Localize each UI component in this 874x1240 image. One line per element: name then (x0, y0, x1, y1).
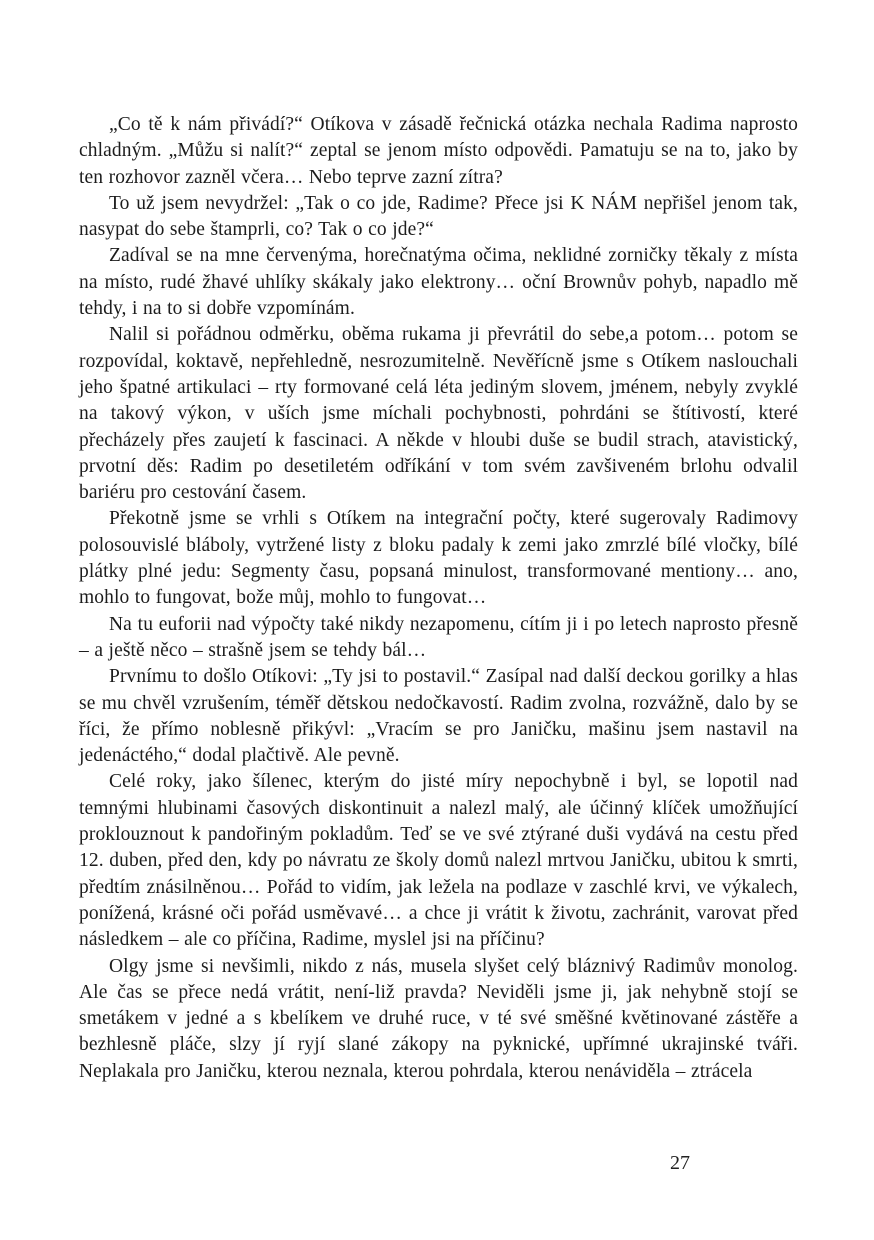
paragraph: Celé roky, jako šílenec, kterým do jisté míry nepochybně i byl, se lopotil nad temnými hlubinami časových diskontinuit a nalezl malý, ale účinný klíček umožňující proklouznout k pandořiným pokladům. Teď se ve své ztýrané duši vydává na cestu před 12. duben, před den, kdy po návratu ze školy domů nalezl mrtvou Janičku, ubitou k smrti, předtím znásilněnou… Pořád to vidím, jak ležela na podlaze v zaschlé krvi, ve výkalech, ponížená, krásné oči pořád usměvavé… a chce ji vrátit k životu, zachránit, varovat před následkem – ale co příčina, Radime, myslel jsi na příčinu? (79, 771, 798, 951)
paragraph: To už jsem nevydržel: „Tak o co jde, Radime? Přece jsi K NÁM nepřišel jenom tak, nasypat do sebe štamprli, co? Tak o co jde?“ (79, 192, 798, 241)
paragraph: „Co tě k nám přivádí?“ Otíkova v zásadě řečnická otázka nechala Radima naprosto chladným. „Můžu si nalít?“ zeptal se jenom místo odpovědi. Pamatuju se na to, jako by ten rozhovor zazněl včera… Nebo teprve zazní zítra? (79, 114, 798, 188)
paragraph: Nalil si pořádnou odměrku, oběma rukama ji převrátil do sebe,a potom… potom se rozpovídal, koktavě, nepřehledně, nesrozumitelně. Nevěřícně jsme s Otíkem naslouchali jeho špatné artikulaci – rty formované celá léta jediným slovem, jménem, nebyly zvyklé na takový výkon, v uších jsme míchali pochybnosti, pohrdáni se štítivostí, které přecházely přes zaujetí k fascinaci. A někde v hloubi duše se budil strach, atavistický, prvotní děs: Radim po desetiletém odříkání v tom svém zavšiveném brlohu odvalil bariéru pro cestování časem. (79, 324, 798, 504)
paragraph: Překotně jsme se vrhli s Otíkem na integrační počty, které sugerovaly Radimovy polosouvislé bláboly, vytržené listy z bloku padaly k zemi jako zmrzlé bílé vločky, bílé plátky plné jedu: Segmenty času, popsaná minulost, transformované mentiony… ano, mohlo to fungovat, bože můj, mohlo to fungovat… (79, 508, 798, 609)
paragraph: Prvnímu to došlo Otíkovi: „Ty jsi to postavil.“ Zasípal nad další deckou gorilky a hlas se mu chvěl vzrušením, téměř dětskou nedočkavostí. Radim zvolna, rozvážně, dalo by se říci, že přímo noblesně přikývl: „Vracím se pro Janičku, mašinu jsem nastavil na jedenáctého,“ dodal plačtivě. Ale pevně. (79, 666, 798, 767)
text-block (79, 112, 798, 1085)
paragraph: Olgy jsme si nevšimli, nikdo z nás, musela slyšet celý bláznivý Radimův monolog. Ale čas se přece nedá vrátit, není-liž pravda? Neviděli jsme ji, jak nehybně stojí se smetákem v jedné a s kbelíkem ve druhé ruce, v té své směšné květinované zástěře a bezhlesně pláče, slzy jí ryjí slané zákopy na pyknické, upřímné ukrajinské tváři. Neplakala pro Janičku, kterou neznala, kterou pohrdala, kterou nenáviděla – ztrácela (79, 955, 798, 1082)
paragraph: Na tu euforii nad výpočty také nikdy nezapomenu, cítím ji i po letech naprosto přesně – a ještě něco – strašně jsem se tehdy bál… (79, 613, 798, 661)
paragraph: Zadíval se na mne červenýma, horečnatýma očima, neklidné zorničky těkaly z místa na místo, rudé žhavé uhlíky skákaly jako elektrony… oční Brownův pohyb, napadlo mě tehdy, i na to si dobře vzpomínám. (79, 245, 798, 320)
page-number: 27 (670, 1152, 690, 1174)
